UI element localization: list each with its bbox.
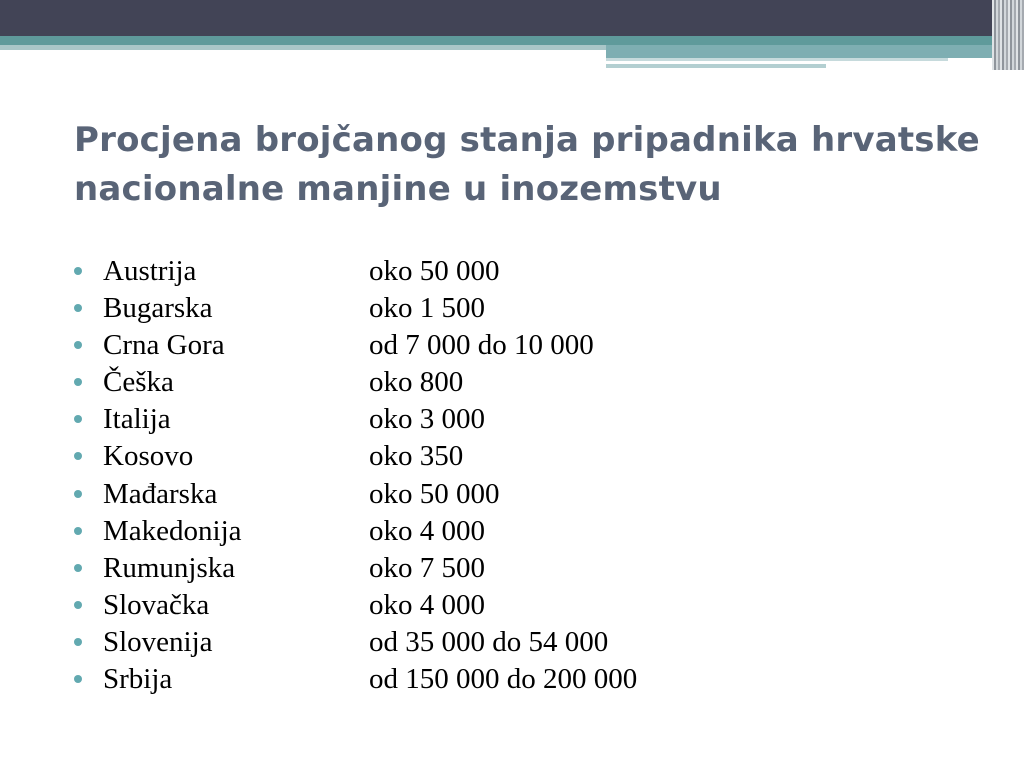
population-estimate: oko 50 000 (369, 255, 500, 287)
bullet-icon (74, 527, 82, 535)
country-name: Mađarska (103, 477, 218, 510)
country-name: Kosovo (103, 440, 194, 473)
header-light-bar (0, 45, 606, 50)
population-estimate: oko 4 000 (369, 588, 485, 621)
population-estimate: oko 800 (369, 366, 464, 399)
population-estimate: oko 3 000 (369, 403, 485, 436)
header-teal-bar (0, 36, 1024, 45)
bullet-icon (74, 564, 82, 572)
header-right-line (606, 58, 948, 61)
country-name: Češka (103, 366, 174, 399)
bullet-icon (74, 341, 82, 349)
country-name: Bugarska (103, 292, 213, 325)
population-estimate: oko 350 (369, 440, 464, 473)
header-dark-bar (0, 0, 1024, 36)
population-estimate: od 35 000 do 54 000 (369, 625, 609, 658)
population-estimate: od 150 000 do 200 000 (369, 663, 638, 696)
bullet-icon (74, 304, 82, 312)
population-estimate: od 7 000 do 10 000 (369, 329, 594, 362)
country-name: Rumunjska (103, 551, 236, 584)
country-name: Crna Gora (103, 329, 225, 362)
country-name: Slovenija (103, 625, 213, 658)
bullet-icon (74, 490, 82, 498)
slide-title: Procjena brojčanog stanja pripadnika hrvatske nacionalne manjine u inozemstvu (74, 120, 980, 209)
bullet-icon (74, 675, 82, 683)
country-name: Srbija (103, 663, 173, 696)
population-estimate: oko 4 000 (369, 514, 485, 547)
population-estimate: oko 7 500 (369, 551, 485, 584)
country-name: Italija (103, 403, 171, 436)
population-estimate: oko 50 000 (369, 477, 500, 510)
country-name: Austrija (103, 255, 197, 287)
bullet-icon (74, 267, 82, 275)
bullet-icon (74, 378, 82, 386)
bullet-icon (74, 415, 82, 423)
header-right-line (606, 64, 826, 68)
population-estimate: oko 1 500 (369, 292, 485, 325)
bullet-icon (74, 638, 82, 646)
header-stripes-decoration (992, 0, 1024, 70)
country-name: Makedonija (103, 514, 242, 547)
header-right-block (606, 45, 1024, 58)
bullet-icon (74, 601, 82, 609)
bullet-icon (74, 452, 82, 460)
country-name: Slovačka (103, 588, 210, 621)
